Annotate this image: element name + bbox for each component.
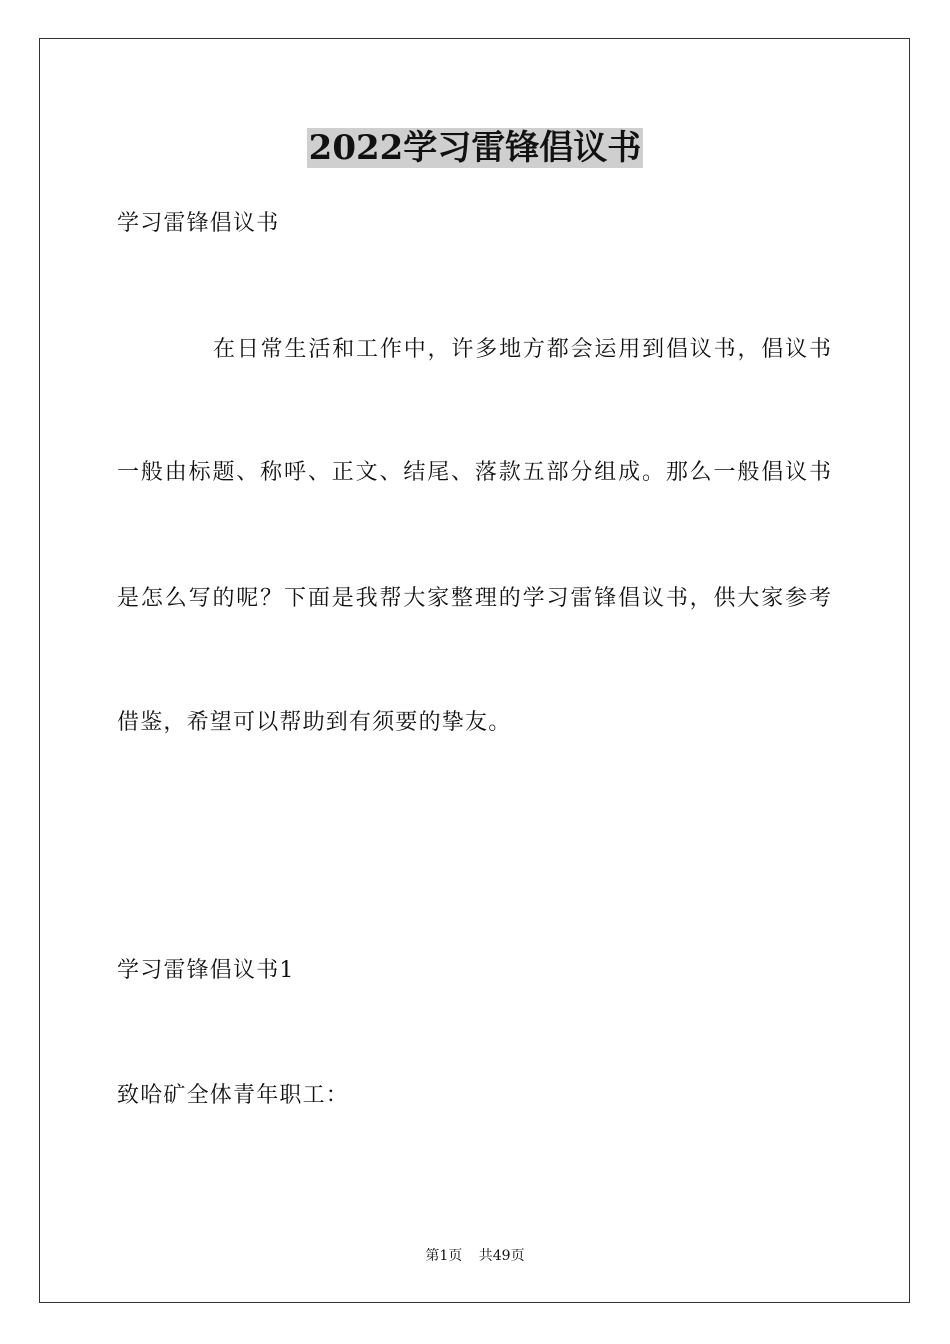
page-footer [0, 1246, 950, 1266]
intro-paragraph-line: 是怎么写的呢？下面是我帮大家整理的学习雷锋倡议书，供大家参考 [117, 586, 831, 611]
document-subtitle: 学习雷锋倡议书 [117, 211, 280, 236]
document-title-text: 2022学习雷锋倡议书 [308, 128, 642, 168]
intro-paragraph-line: 借鉴，希望可以帮助到有须要的挚友。 [117, 710, 512, 735]
intro-paragraph-line: 在日常生活和工作中，许多地方都会运用到倡议书，倡议书 [213, 337, 831, 362]
page-number-total: 共49页 [478, 1248, 525, 1264]
section-heading: 学习雷锋倡议书1 [117, 958, 295, 983]
document-title [0, 126, 950, 170]
intro-paragraph-line: 一般由标题、称呼、正文、结尾、落款五部分组成。那么一般倡议书 [117, 460, 831, 485]
salutation-line: 致哈矿全体青年职工： [117, 1083, 350, 1108]
page-number-current: 第1页 [425, 1248, 463, 1264]
